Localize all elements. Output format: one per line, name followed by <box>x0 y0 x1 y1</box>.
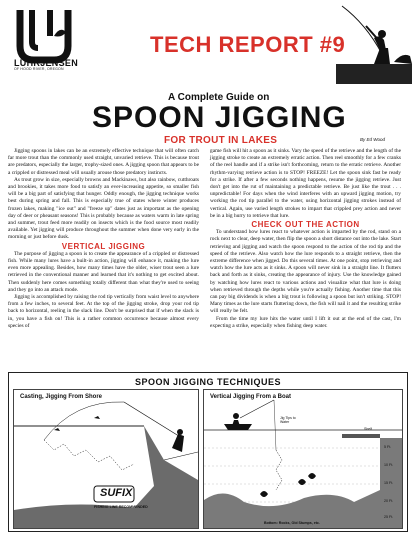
shore-jigging-panel <box>13 389 199 529</box>
techniques-title: SPOON JIGGING TECHNIQUES <box>134 377 282 387</box>
paragraph: To understand how lures react to whatever action is imparted by the rod, stand on a rock next to clear, deep water, then flip the spoon a short distance out into the lake. Start retrieving and jigging and watch the spoon respond to the action of the rod tip and the speed of the retrieve. Also watch how the lure responds to a straight retrieve, then the extreme difference when jigged. Do this several times. At one point, stop retrieving and watch how the lure acts as it sinks. A spoon will never sink in a straight line. It flutters back and forth as it sinks, creating the appearance of injury. Use the knowledge gained by watching how lures react to various actions and visualize what that lure is doing when retrieved through the depths while you're actually fishing. Another time that this can pay big dividends is when a big trout is following a spoon but isn't striking. STOP! Many times as the lure starts fluttering down, the fish will nail it and the resulting strike will really be felt. <box>210 229 401 315</box>
paragraph: game fish will hit a spoon as it sinks. Vary the speed of the retrieve and the length of the jigging stroke to create an extremely erratic action. Then reel smoothly for a few cranks of the reel handle and if a strike isn't forthcoming, return to the erratic retrieve. Another rhythm-varying retrieve action is to STOP! FREEZE! Let the spoon sink fast be ready for a strike. If after a few seconds nothing happens, resume the jigging retrieve. Just don't get into the rut of maintaining a predictable retrieve. Be just like the trout . . . unpredictable! For days when the wind interferes with an upward jigging motion, try working the rod tip parallel to the water, using horizontal jigging strokes instead of vertical. Again, use varied length strokes to impart that crippled prey action and never be in a big hurry to retrieve that lure. <box>210 148 401 219</box>
brand-subtitle: OF HOOD RIVER, OREGON <box>14 67 64 71</box>
depth-label-20: 20 Ft. <box>384 499 394 503</box>
luhrjensen-logo <box>14 6 74 64</box>
depth-label-10: 10 Ft. <box>384 463 394 467</box>
techniques-figure <box>8 372 408 532</box>
sufix-brand: SUFIX <box>100 487 133 499</box>
depth-label-15: 15 Ft. <box>384 481 394 485</box>
boat-jigging-panel <box>203 389 403 529</box>
boat-diagram <box>204 390 402 528</box>
depth-label-5: 5 Ft. <box>384 445 392 449</box>
sufix-subline: FISHING LINE RECOMMENDED <box>94 505 148 509</box>
section-heading-check-out-the-action: CHECK OUT THE ACTION <box>251 220 360 230</box>
paragraph: The purpose of jigging a spoon is to create the appearance of a crippled or distressed fish. While many lures have a built-in action, jigging will enhance it, making the lure even more appealing. Besides, how many times have the older, wiser trout seen a lure retrieved in the conventional manner and learned that it's nothing to get excited about. Then suddenly here comes something totally different than what they're used to seeing and they go into an attack mode. <box>8 250 199 293</box>
subheadline: FOR TROUT IN LAKES <box>164 135 278 146</box>
paragraph: Jigging spoons in lakes can be an extremely effective technique that will often catch far more trout than the commonly used straight, unvaried retrieve. This is because trout are predators, especially the larger, trophy-sized ones. A jigging spoon that appears to be a crippled or distressed meal will usually arouse those predatory instincts. <box>8 148 199 176</box>
section-heading-vertical-jigging: VERTICAL JIGGING <box>61 241 146 251</box>
paragraph: Jigging is accomplished by raising the rod tip vertically from waist level to anywhere from a few inches, to several feet. At the top of the jigging stroke, drop your rod tip back to horizontal, reeling in the slack line. Don't be surprised that if when the slack is in, you have a fish on! This is a rather common occurrence because almost every species of <box>8 294 199 329</box>
paragraph: As trout grow in size, especially browns and Mackinaws, but also rainbow, cutthroats and brookies, it takes more food to satisfy an ever-increasing appetite, so smaller fish will be a big part of satisfying that hunger. Oddly enough, the jigging technique works best during spring and fall. This is especially true of states where winter produces frozen lakes, making "ice out" and "freeze up" dates just as important as the opening day of deer or pheasant seasons! This is probably because as waters warm in late spring and summer, trout feed more readily on insects which is the food source most readily available. Yet jigging will produce throughout the summer when done very early in the morning or just before dusk. <box>8 176 199 241</box>
right-column <box>210 148 401 330</box>
byline: By Ed Wood <box>360 137 386 142</box>
angler-illustration <box>336 4 412 84</box>
depth-label-25: 25 Ft. <box>384 515 394 519</box>
paragraph: From the time my lure hits the water until I lift it out at the end of the cast, I'm expecting a strike, especially when fishing deep water. <box>210 315 401 329</box>
shelf-label: Shelf <box>364 427 372 431</box>
bottom-label: Bottom: Rocks, Old Stumps, etc. <box>264 521 320 525</box>
headline: SPOON JIGGING <box>92 101 347 134</box>
tagline: A Complete Guide on <box>168 92 270 103</box>
boat-panel-title: Vertical Jigging From a Boat <box>210 394 292 400</box>
jig-note: Jig Tips to Water <box>280 416 296 424</box>
brand-name: LUHRJENSEN <box>14 58 79 68</box>
left-column <box>8 148 199 330</box>
report-title: TECH REPORT #9 <box>150 32 346 57</box>
shore-panel-title: Casting, Jigging From Shore <box>20 394 103 400</box>
